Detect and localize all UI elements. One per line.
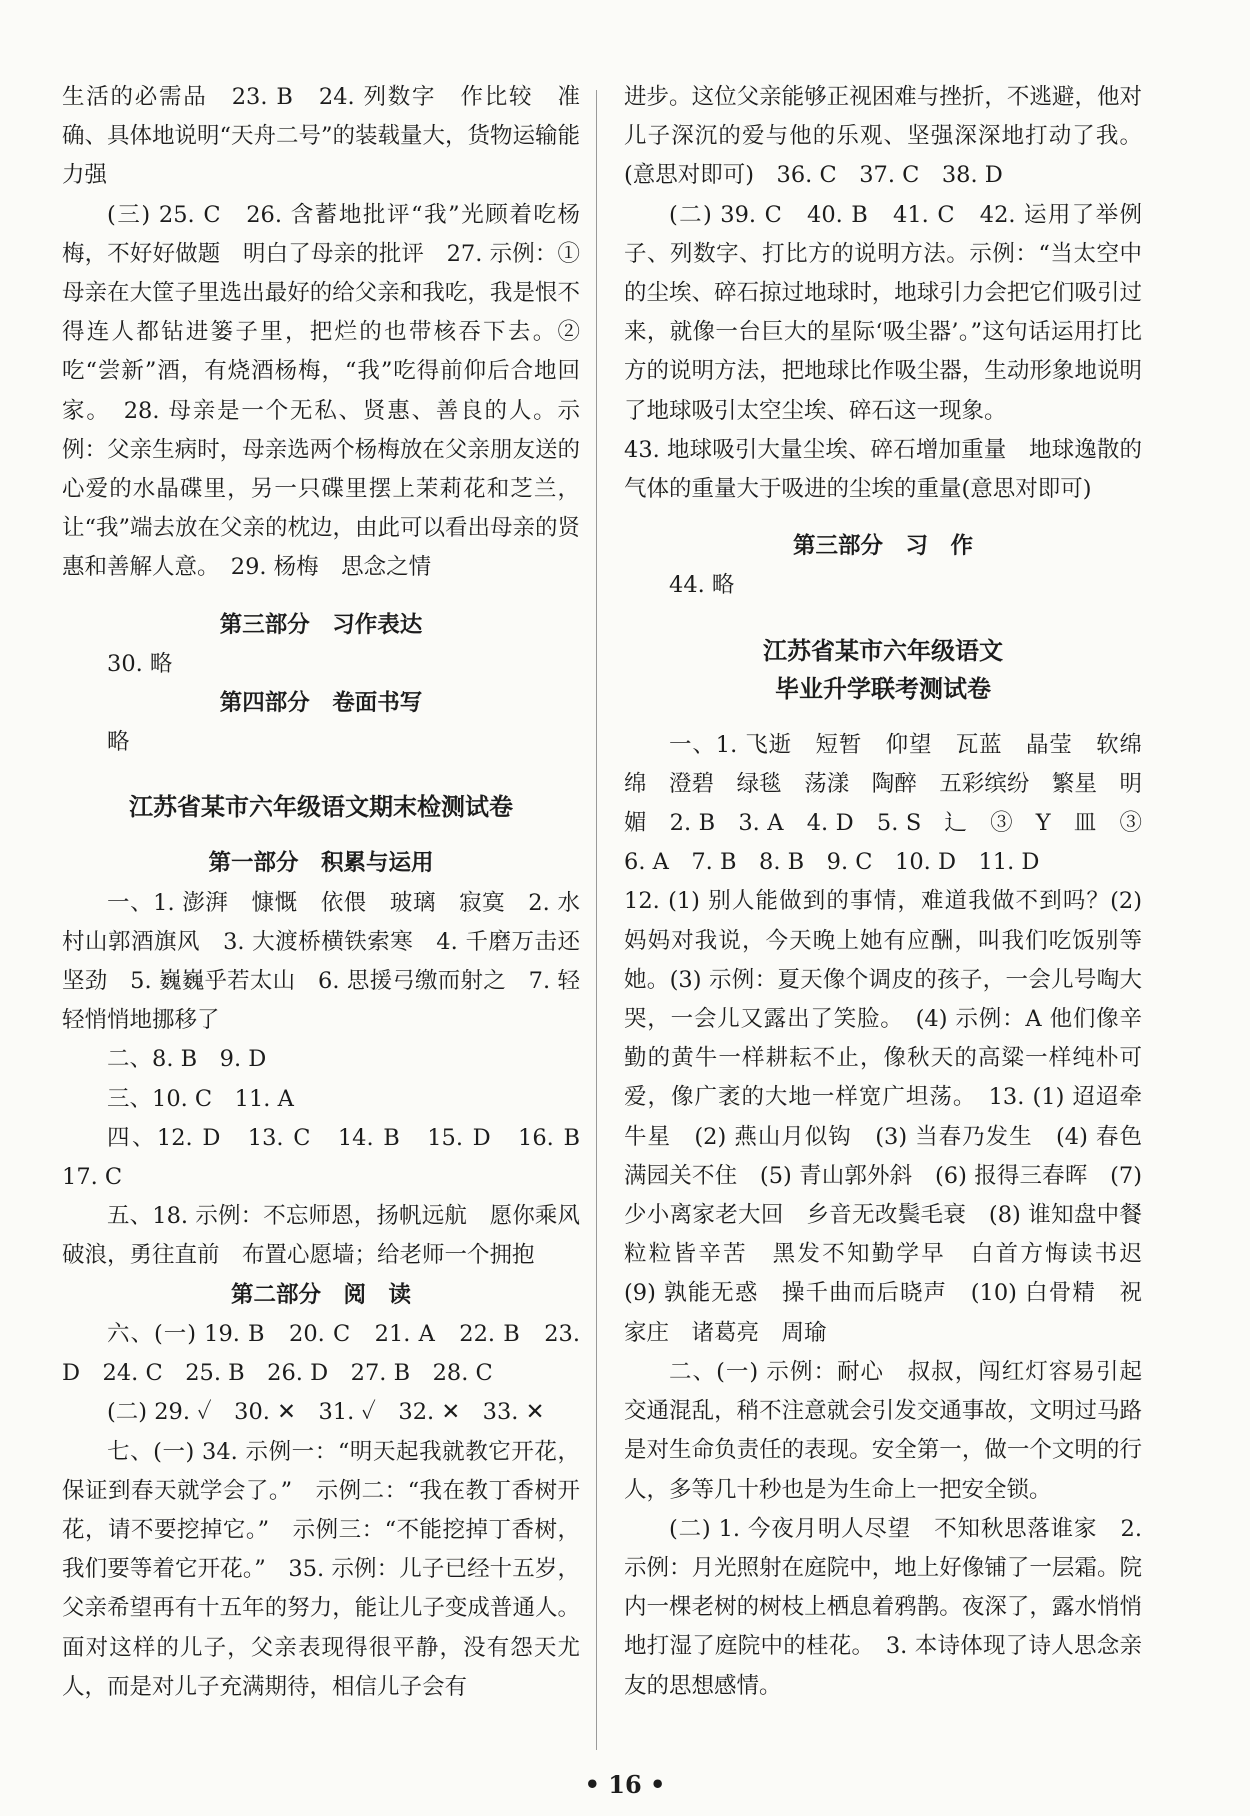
section-heading: 第二部分 阅 读	[230, 1281, 411, 1308]
answer-paragraph: 二、8. B 9. D	[107, 1046, 267, 1073]
section-heading: 第四部分 卷面书写	[219, 690, 423, 717]
answer-paragraph: (二) 29. ✓ 30. ✕ 31. ✓ 32. ✕ 33. ✕	[107, 1399, 545, 1426]
answer-paragraph: (二) 39. C 40. B 41. C 42. 运用了举例子、列数字、打比方的说明方法。示例：“当太空中的尘埃、碎石掠过地球时，地球引力会把它们吸引过来，就像一台巨大的星际‘吸尘器’。”这句话运用打比方的说明方法，把地球比作吸尘器，生动形象地说明了地球吸引太空尘埃、碎石这一现象。	[624, 201, 1142, 424]
answer-paragraph: 一、1. 澎湃 慷慨 依偎 玻璃 寂寞 2. 水村山郭酒旗风 3. 大渡桥横铁索寒 4. 千磨万击还坚劲 5. 巍巍乎若太山 6. 思援弓缴而射之 7. 轻轻悄悄地挪移了	[62, 889, 580, 1034]
page-number: • 16 •	[584, 1770, 666, 1799]
section-heading: 第三部分 习作表达	[219, 611, 423, 638]
exam-title: 江苏省某市六年级语文期末检测试卷	[129, 793, 513, 822]
answer-paragraph: 四、12. D 13. C 14. B 15. D 16. B 17. C	[62, 1124, 603, 1191]
answer-paragraph: 生活的必需品 23. B 24. 列数字 作比较 准确、具体地说明“天舟二号”的装载量大，货物运输能力强	[62, 84, 581, 189]
answer-paragraph: (二) 1. 今夜月明人尽望 不知秋思落谁家 2. 示例：月光照射在庭院中，地上好像铺了一层霜。院内一棵老树的树枝上栖息着鸦鹊。夜深了，露水悄悄地打湿了庭院中的桂花。 3. 本诗体现了诗人思念亲友的思想感情。	[624, 1515, 1142, 1699]
answer-paragraph: 12. (1) 别人能做到的事情，难道我做不到吗？(2) 妈妈对我说，今天晚上她有应酬，叫我们吃饭别等她。(3) 示例：夏天像个调皮的孩子，一会儿号啕大哭，一会儿又露出了笑脸。 (4) 示例：A 他们像辛勤的黄牛一样耕耘不止，像秋天的高粱一样纯朴可爱，像广袤的大地一样宽广坦荡。 13. (1) 迢迢牵牛星 (2) 燕山月似钩 (3) 当春乃发生 (4) 春色满园关不住 (5) 青山郭外斜 (6) 报得三春晖 (7) 少小离家老大回 乡音无改鬓毛衰 (8) 谁知盘中餐 粒粒皆辛苦 黑发不知勤学早 白首方悔读书迟 (9) 孰能无惑 操千曲而后晓声 (10) 白骨精 祝家庄 诸葛亮 周瑜	[624, 888, 1165, 1346]
answer-paragraph: 五、18. 示例：不忘师恩，扬帆远航 愿你乘风破浪，勇往直前 布置心愿墙；给老师一个拥抱	[62, 1203, 580, 1269]
answer-paragraph: 三、10. C 11. A	[107, 1085, 294, 1112]
answer-paragraph: 七、(一) 34. 示例一：“明天起我就教它开花，保证到春天就学会了。” 示例二：“我在教丁香树开花，请不要挖掉它。” 示例三：“不能挖掉丁香树，我们要等着它开花。” 35. 示例：儿子已经十五岁，父亲希望再有十五年的努力，能让儿子变成普通人。面对这样的儿子，父亲表现得很平静，没有怨天尤人，而是对儿子充满期待，相信儿子会有	[62, 1438, 580, 1700]
answer-paragraph: 30. 略	[107, 650, 173, 677]
answer-paragraph: 略	[107, 729, 130, 756]
answer-paragraph: 进步。这位父亲能够正视困难与挫折，不逃避，他对儿子深沉的爱与他的乐观、坚强深深地打动了我。(意思对即可) 36. C 37. C 38. D	[624, 84, 1142, 189]
answer-paragraph: 43. 地球吸引大量尘埃、碎石增加重量 地球逸散的气体的重量大于吸进的尘埃的重量(意思对即可)	[624, 436, 1142, 503]
answer-paragraph: (三) 25. C 26. 含蓄地批评“我”光顾着吃杨梅，不好好做题 明白了母亲的批评 27. 示例：① 母亲在大筐子里选出最好的给父亲和我吃，我是恨不得连人都钻进篓子里，把烂的也带核吞下去。② 吃“尝新”酒，有烧酒杨梅，“我”吃得前仰后合地回家。 28. 母亲是一个无私、贤惠、善良的人。示例：父亲生病时，母亲选两个杨梅放在父亲朋友送的心爱的水晶碟里，另一只碟里摆上茉莉花和芝兰，让“我”端去放在父亲的枕边，由此可以看出母亲的贤惠和善解人意。 29. 杨梅 思念之情	[62, 201, 581, 581]
right-column	[624, 78, 1165, 1706]
column-divider	[596, 90, 597, 1750]
section-heading: 第三部分 习 作	[792, 533, 973, 560]
answer-paragraph: 六、(一) 19. B 20. C 21. A 22. B 23. D 24. C 25. B 26. D 27. B 28. C	[62, 1320, 580, 1387]
answer-paragraph: 一、1. 飞逝 短暂 仰望 瓦蓝 晶莹 软绵绵 澄碧 绿毯 荡漾 陶醉 五彩缤纷 繁星 明媚 2. B 3. A 4. D 5. S 辶 ③ Y 皿 ③ 6. A 7. B 8. B 9. C 10. D 11. D	[624, 731, 1165, 876]
exam-title: 江苏省某市六年级语文	[763, 636, 1003, 665]
exam-subtitle: 毕业升学联考测试卷	[775, 674, 991, 703]
answer-paragraph: 二、(一) 示例：耐心 叔叔，闯红灯容易引起交通混乱，稍不注意就会引发交通事故，文明过马路是对生命负责任的表现。安全第一，做一个文明的行人，多等几十秒也是为生命上一把安全锁。	[624, 1358, 1142, 1503]
left-column	[62, 78, 603, 1707]
section-heading: 第一部分 积累与运用	[208, 850, 434, 877]
answer-paragraph: 44. 略	[669, 572, 735, 599]
